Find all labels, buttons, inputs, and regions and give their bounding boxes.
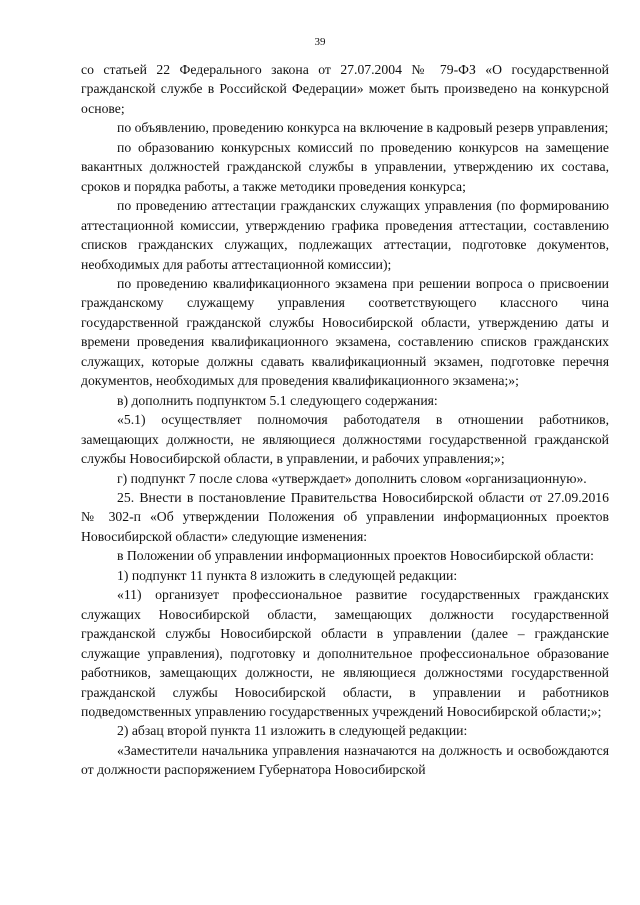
paragraph: по объявлению, проведению конкурса на включение в кадровый резерв управления; <box>117 120 609 136</box>
paragraph: со статьей 22 Федерального закона от 27.07.2004 № 79-ФЗ «О государственной гражданской службе в Российской Федерации» может быть произведено на конкурсной основе; <box>81 62 609 116</box>
page-number: 39 <box>314 36 326 48</box>
paragraph: по образованию конкурсных комиссий по проведению конкурсов на замещение вакантных должностей гражданской службы в управлении, утверждению их состава, сроков и порядка работы, а также методики проведения конкурса; <box>81 139 609 194</box>
paragraph: г) подпункт 7 после слова «утверждает» дополнить словом «организационную». <box>117 470 587 486</box>
paragraph: по проведению аттестации гражданских служащих управления (по формированию аттестационной комиссии, утверждению графика проведения аттестации, составлению списков гражданских служащих, подлежащих аттестации, подготовке документов, необходимых для работы аттестационной комиссии); <box>81 198 609 272</box>
paragraph: «11) организует профессиональное развитие государственных гражданских служащих Новосибирской области, замещающих должности государственной гражданской службы Новосибирской области в управлении (далее – гражданские служащие управления), подготовку и дополнительное профессиональное образование работников, замещающих должности, не являющиеся должностями государственной гражданской службы Новосибирской области, в управлении и работников подведомственных управлению государственных учреждений Новосибирской области;»; <box>81 587 609 719</box>
paragraph: 1) подпункт 11 пункта 8 изложить в следующей редакции: <box>117 567 458 583</box>
paragraph: «5.1) осуществляет полномочия работодателя в отношении работников, замещающих должности, не являющиеся должностями государственной гражданской службы Новосибирской области, в управлении, и рабочих управления;»; <box>81 412 609 467</box>
paragraph: 25. Внести в постановление Правительства Новосибирской области от 27.09.2016 № 302-п «Об утверждении Положения об управлении информационных проектов Новосибирской области» следующие изменения: <box>81 489 609 544</box>
document-body <box>81 60 609 780</box>
paragraph: в Положении об управлении информационных проектов Новосибирской области: <box>117 548 594 564</box>
paragraph: «Заместители начальника управления назначаются на должность и освобождаются от должности распоряжением Губернатора Новосибирской <box>81 742 609 778</box>
paragraph: в) дополнить подпунктом 5.1 следующего содержания: <box>117 392 438 408</box>
paragraph: 2) абзац второй пункта 11 изложить в следующей редакции: <box>117 723 468 739</box>
paragraph: по проведению квалификационного экзамена при решении вопроса о присвоении гражданскому служащему управления соответствующего классного чина государственной гражданской службы Новосибирской области, утверждению даты и времени проведения квалификационного экзамена, составлению списков гражданских служащих, которые должны сдавать квалификационный экзамен, подготовке перечня документов, необходимых для проведения квалификационного экзамена;»; <box>81 275 609 389</box>
